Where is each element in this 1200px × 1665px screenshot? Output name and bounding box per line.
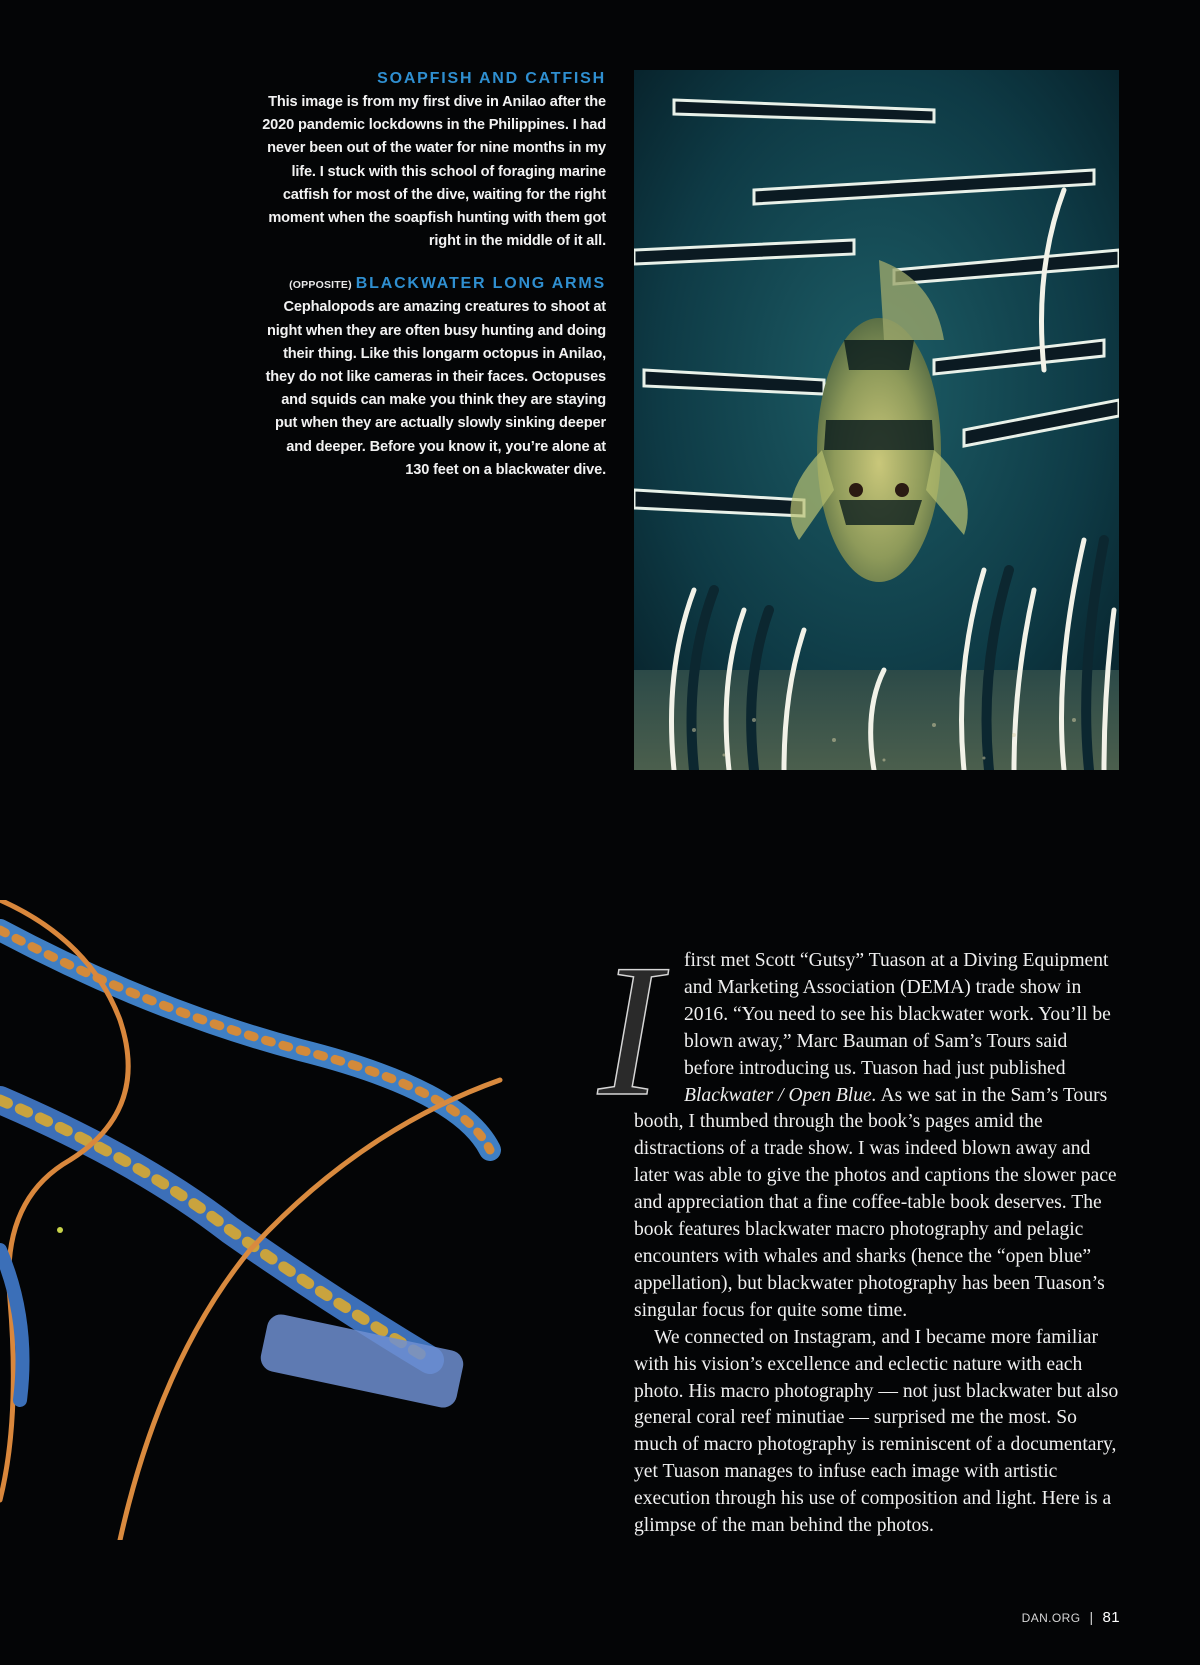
caption-body: Cephalopods are amazing creatures to shoot at night when they are often busy hunting and doing their thing. Like this longarm octopus in Anilao, they do not like cameras in their faces. Octopuses and squids can make you think they are staying put when they are actually slowly sinking deeper and deeper. Before you know it, you’re alone at 130 feet on a blackwater dive. <box>265 299 606 478</box>
captions-column <box>262 68 606 502</box>
article-body <box>598 946 1122 1540</box>
book-title: Blackwater / Open Blue. <box>684 1084 877 1106</box>
drop-cap-letter <box>590 946 670 1106</box>
page-footer <box>960 1609 1120 1626</box>
paragraph-1-continued: As we sat in the Sam’s Tours booth, I thumbed through the book’s pages amid the distractions of a trade show. I was indeed blown away and later was able to give the photos and captions the slower pace and appreciation that a fine coffee-table book deserves. The book features blackwater macro photography and pelagic encounters with whales and sharks (hence the “open blue” appellation), but blackwater photography has been Tuason’s singular focus for quite some time. <box>634 1084 1117 1321</box>
caption-title <box>262 273 606 296</box>
longarm-octopus-photo <box>0 900 520 1540</box>
article-paragraph-2: We connected on Instagram, and I became more familiar with his vision’s excellence and eclectic nature with each photo. His macro photography — not just blackwater but also general coral reef minutiae — surprised me the most. So much of macro photography is reminiscent of a documentary, yet Tuason manages to infuse each image with artistic execution through his use of composition and light. Here is a glimpse of the man behind the photos. <box>634 1326 1119 1537</box>
caption-tag: (OPPOSITE) <box>289 279 352 292</box>
page-number: 81 <box>1102 1609 1120 1626</box>
octopus-arms-illustration <box>0 900 520 1540</box>
paragraph-1-text: first met Scott “Gutsy” Tuason at a Diving Equipment and Marketing Association (DEMA) trade show in 2016. “You need to see his blackwater work. You’ll be blown away,” Marc Bauman of Sam’s Tours said before introducing us. Tuason had just published <box>684 950 1111 1079</box>
footer-separator: | <box>1089 1609 1094 1625</box>
caption-soapfish <box>262 68 606 253</box>
soapfish-catfish-photo <box>634 70 1119 770</box>
soapfish-catfish-illustration <box>634 70 1119 770</box>
drop-cap <box>590 946 670 1106</box>
caption-title-text: BLACKWATER LONG ARMS <box>355 275 606 293</box>
footer-site: DAN.ORG <box>1021 1611 1081 1625</box>
drop-cap-glyph: I <box>598 946 662 1106</box>
caption-long-arms <box>262 273 606 482</box>
caption-body: This image is from my first dive in Anilao after the 2020 pandemic lockdowns in the Philippines. I had never been out of the water for nine months in my life. I stuck with this school of foraging marine catfish for most of the dive, waiting for the right moment when the soapfish hunting with them got right in the middle of it all. <box>262 94 606 250</box>
caption-title <box>262 68 606 91</box>
caption-title-text: SOAPFISH AND CATFISH <box>377 70 606 87</box>
article-paragraph-1 <box>634 948 1122 1325</box>
